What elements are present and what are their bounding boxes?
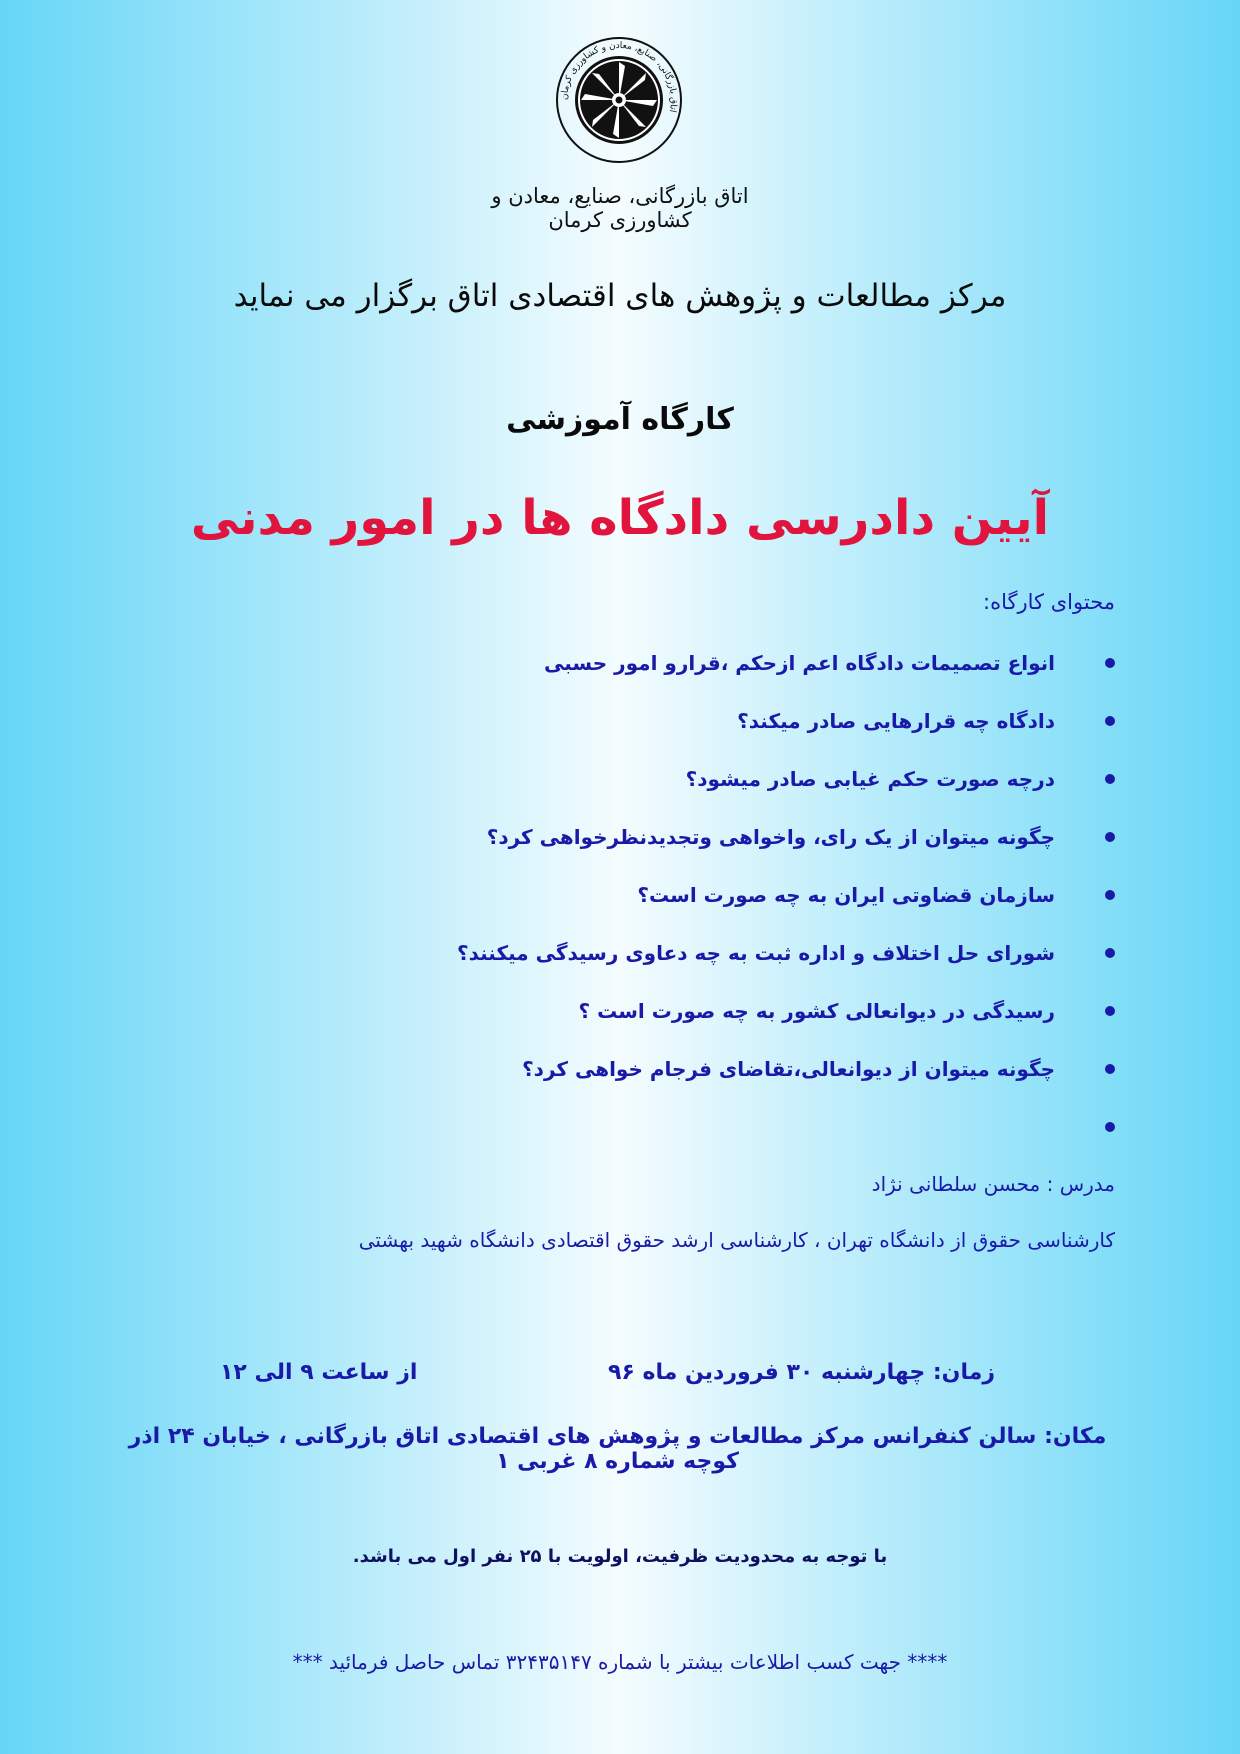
list-item (215, 982, 1115, 1040)
contact-line: **** جهت کسب اطلاعات بیشتر با شماره ۳۲۴۳۵۱۴۷ تماس حاصل فرمائید *** (292, 1650, 948, 1674)
schedule-row (220, 1360, 995, 1385)
bullet-icon (1105, 832, 1115, 842)
list-item-text: انواع تصمیمات دادگاه اعم ازحکم ،قرارو امور حسبی (544, 651, 1055, 675)
capacity-note: با توجه به محدودیت ظرفیت، اولویت با ۲۵ نفر اول می باشد. (352, 1546, 888, 1567)
list-item (215, 808, 1115, 866)
list-item (215, 924, 1115, 982)
bullet-icon (1105, 774, 1115, 784)
chamber-logo (555, 36, 683, 164)
list-item-text: دادگاه چه قرارهایی صادر میکند؟ (737, 709, 1055, 733)
contents-heading: محتوای کارگاه: (983, 590, 1115, 614)
bullet-icon (1105, 890, 1115, 900)
contents-list (215, 634, 1115, 1156)
bullet-icon (1105, 1006, 1115, 1016)
list-item (215, 750, 1115, 808)
bullet-icon (1105, 716, 1115, 726)
list-item-text: رسیدگی در دیوانعالی کشور به چه صورت است ؟ (578, 999, 1055, 1023)
list-item (215, 692, 1115, 750)
list-item-text: شورای حل اختلاف و اداره ثبت به چه دعاوی رسیدگی میکنند؟ (456, 941, 1055, 965)
list-item-text: سازمان قضاوتی ایران به چه صورت است؟ (637, 883, 1055, 907)
list-item-empty (215, 1098, 1115, 1156)
schedule-date: زمان: چهارشنبه ۳۰ فروردین ماه ۹۶ (607, 1360, 995, 1385)
list-item (215, 866, 1115, 924)
list-item-text: درچه صورت حکم غیابی صادر میشود؟ (685, 767, 1055, 791)
location-line: مکان: سالن کنفرانس مرکز مطالعات و پژوهش های اقتصادی اتاق بازرگانی ، خیابان ۲۴ اذر کوچه شماره ۸ غربی ۱ (128, 1424, 1107, 1474)
list-item-text: چگونه میتوان از دیوانعالی،تقاضای فرجام خواهی کرد؟ (522, 1057, 1055, 1081)
chamber-of-commerce-emblem-icon (555, 36, 683, 164)
list-item (215, 1040, 1115, 1098)
bullet-icon (1105, 948, 1115, 958)
bullet-icon (1105, 1122, 1115, 1132)
instructor-line: مدرس : محسن سلطانی نژاد (871, 1172, 1115, 1196)
schedule-hours: از ساعت ۹ الی ۱۲ (220, 1360, 418, 1385)
bullet-icon (1105, 1064, 1115, 1074)
list-item-text: چگونه میتوان از یک رای، واخواهی وتجدیدنظرخواهی کرد؟ (486, 825, 1055, 849)
workshop-title: آیین دادرسی دادگاه ها در امور مدنی (190, 490, 1050, 546)
instructor-credentials: کارشناسی حقوق از دانشگاه تهران ، کارشناسی ارشد حقوق اقتصادی دانشگاه شهید بهشتی (358, 1228, 1115, 1252)
bullet-icon (1105, 658, 1115, 668)
logo-caption: اتاق بازرگانی، صنایع، معادن و کشاورزی کرمان (491, 184, 749, 232)
workshop-label: کارگاه آموزشی (506, 402, 734, 437)
organizer-line: مرکز مطالعات و پژوهش های اقتصادی اتاق برگزار می نماید (233, 278, 1007, 314)
logo-ring-text: اتاق بازرگانی، صنایع، معادن و کشاورزی کرمان (559, 40, 679, 114)
list-item (215, 634, 1115, 692)
